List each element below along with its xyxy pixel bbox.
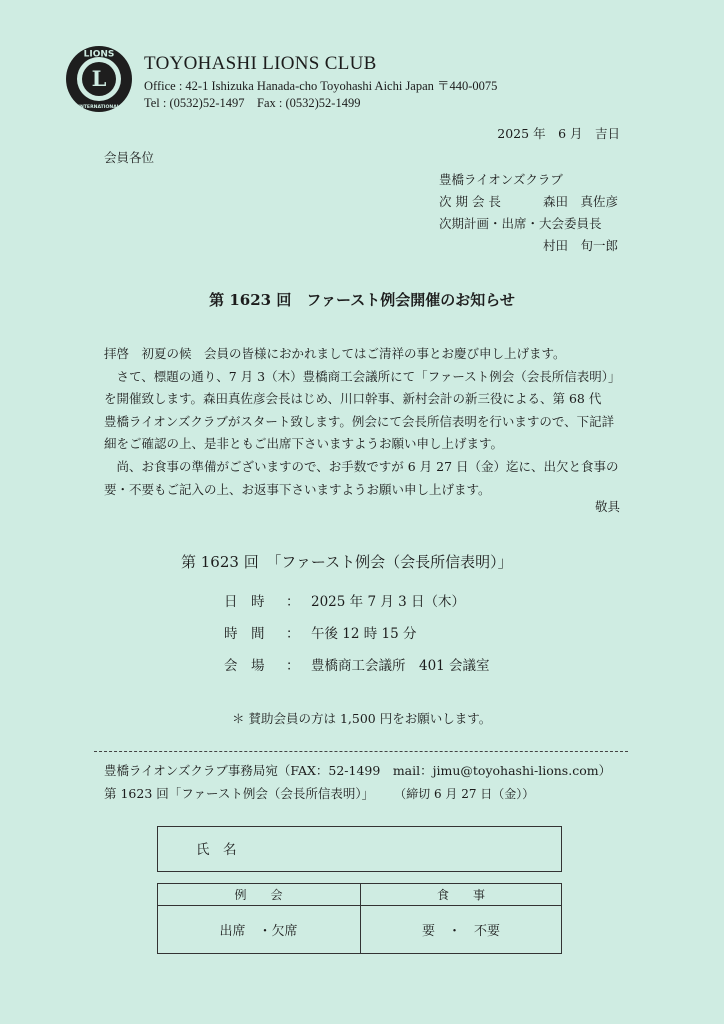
detail-label-time: 時 間 — [224, 626, 265, 642]
body-line: 尚、お食事の準備がございますので、お手数ですが 6 月 27 日（金）迄に、出欠と食事の — [104, 458, 619, 474]
body-line: 豊橋ライオンズクラブがスタート致します。例会にて会長所信表明を行いますので、下記詳 — [104, 413, 615, 429]
detail-value-datetime: 2025 年 7 月 3 日（木） — [311, 594, 465, 610]
logo-bottom-text: INTERNATIONAL — [78, 105, 120, 110]
detail-label-datetime: 日 時 — [224, 594, 265, 610]
sender-name-president: 森田 真佐彦 — [543, 194, 619, 209]
meeting-header: 例 会 — [234, 888, 283, 902]
lions-logo — [64, 44, 134, 114]
logo-top-text: LIONS — [83, 49, 115, 60]
supporter-note: ＊ 賛助会員の方は 1,500 円をお願いします。 — [232, 711, 492, 726]
letter-date: 2025 年 6 月 吉日 — [497, 126, 620, 141]
closing: 敬具 — [594, 499, 620, 514]
detail-sep: ： — [286, 594, 300, 610]
body-line: を開催致します。森田真佐彦会長はじめ、川口幹事、新村会計の新三役による、第 68 代 — [104, 391, 602, 407]
attendance-options[interactable]: 出席 ・欠席 — [219, 924, 298, 939]
reply-deadline: （締切 6 月 27 日（金）） — [400, 787, 535, 801]
detail-label-venue: 会 場 — [224, 658, 265, 674]
detail-sep: ： — [286, 626, 300, 642]
cut-line — [94, 751, 628, 752]
body-line: 拝啓 初夏の候 会員の皆様におかれましてはご清祥の事とお慶び申し上げます。 — [104, 346, 566, 361]
detail-sep: ： — [286, 658, 300, 674]
body-line: 要・不要もご記入の上、お返事下さいますようお願い申し上げます。 — [104, 481, 491, 497]
name-label: 氏 名 — [196, 842, 237, 858]
meal-options[interactable]: 要 ・ 不要 — [421, 924, 500, 939]
letter-body — [104, 343, 624, 501]
detail-value-venue: 豊橋商工会議所 401 会議室 — [311, 658, 490, 674]
sender-org: 豊橋ライオンズクラブ — [439, 172, 563, 187]
reply-title-text: 第 1623 回「ファースト例会（会長所信表明）」 — [104, 786, 375, 801]
detail-value-time: 午後 12 時 15 分 — [311, 626, 417, 642]
reply-title — [104, 784, 534, 802]
grid-divider-horizontal — [157, 905, 562, 906]
sender-name-committee: 村田 旬一郎 — [543, 238, 619, 253]
recipient: 会員各位 — [104, 150, 155, 165]
sender-role-committee: 次期計画・出席・大会委員長 — [439, 216, 602, 231]
logo-letter: L — [91, 66, 107, 91]
body-line: さて、標題の通り、7 月 3（木）豊橋商工会議所にて「ファースト例会（会長所信表明）」 — [104, 368, 621, 384]
meal-header: 食 事 — [436, 888, 485, 902]
office-address: Office : 42-1 Ishizuka Hanada-cho Toyohashi Aichi Japan 〒440-0075 — [144, 79, 498, 93]
sender-role-president: 次 期 会 長 — [439, 194, 501, 209]
reply-address: 豊橋ライオンズクラブ事務局宛（FAX：52-1499 mail：jimu@toyohashi-lions.com） — [104, 763, 612, 778]
event-title: 第 1623 回 「ファースト例会（会長所信表明）」 — [181, 553, 513, 571]
tel-fax: Tel : (0532)52-1497 Fax : (0532)52-1499 — [144, 96, 361, 110]
club-name: TOYOHASHI LIONS CLUB — [144, 53, 377, 74]
body-line: 細をご確認の上、是非ともご出席下さいますようお願い申し上げます。 — [104, 436, 504, 452]
letter-title: 第 1623 回 ファースト例会開催のお知らせ — [209, 291, 515, 309]
